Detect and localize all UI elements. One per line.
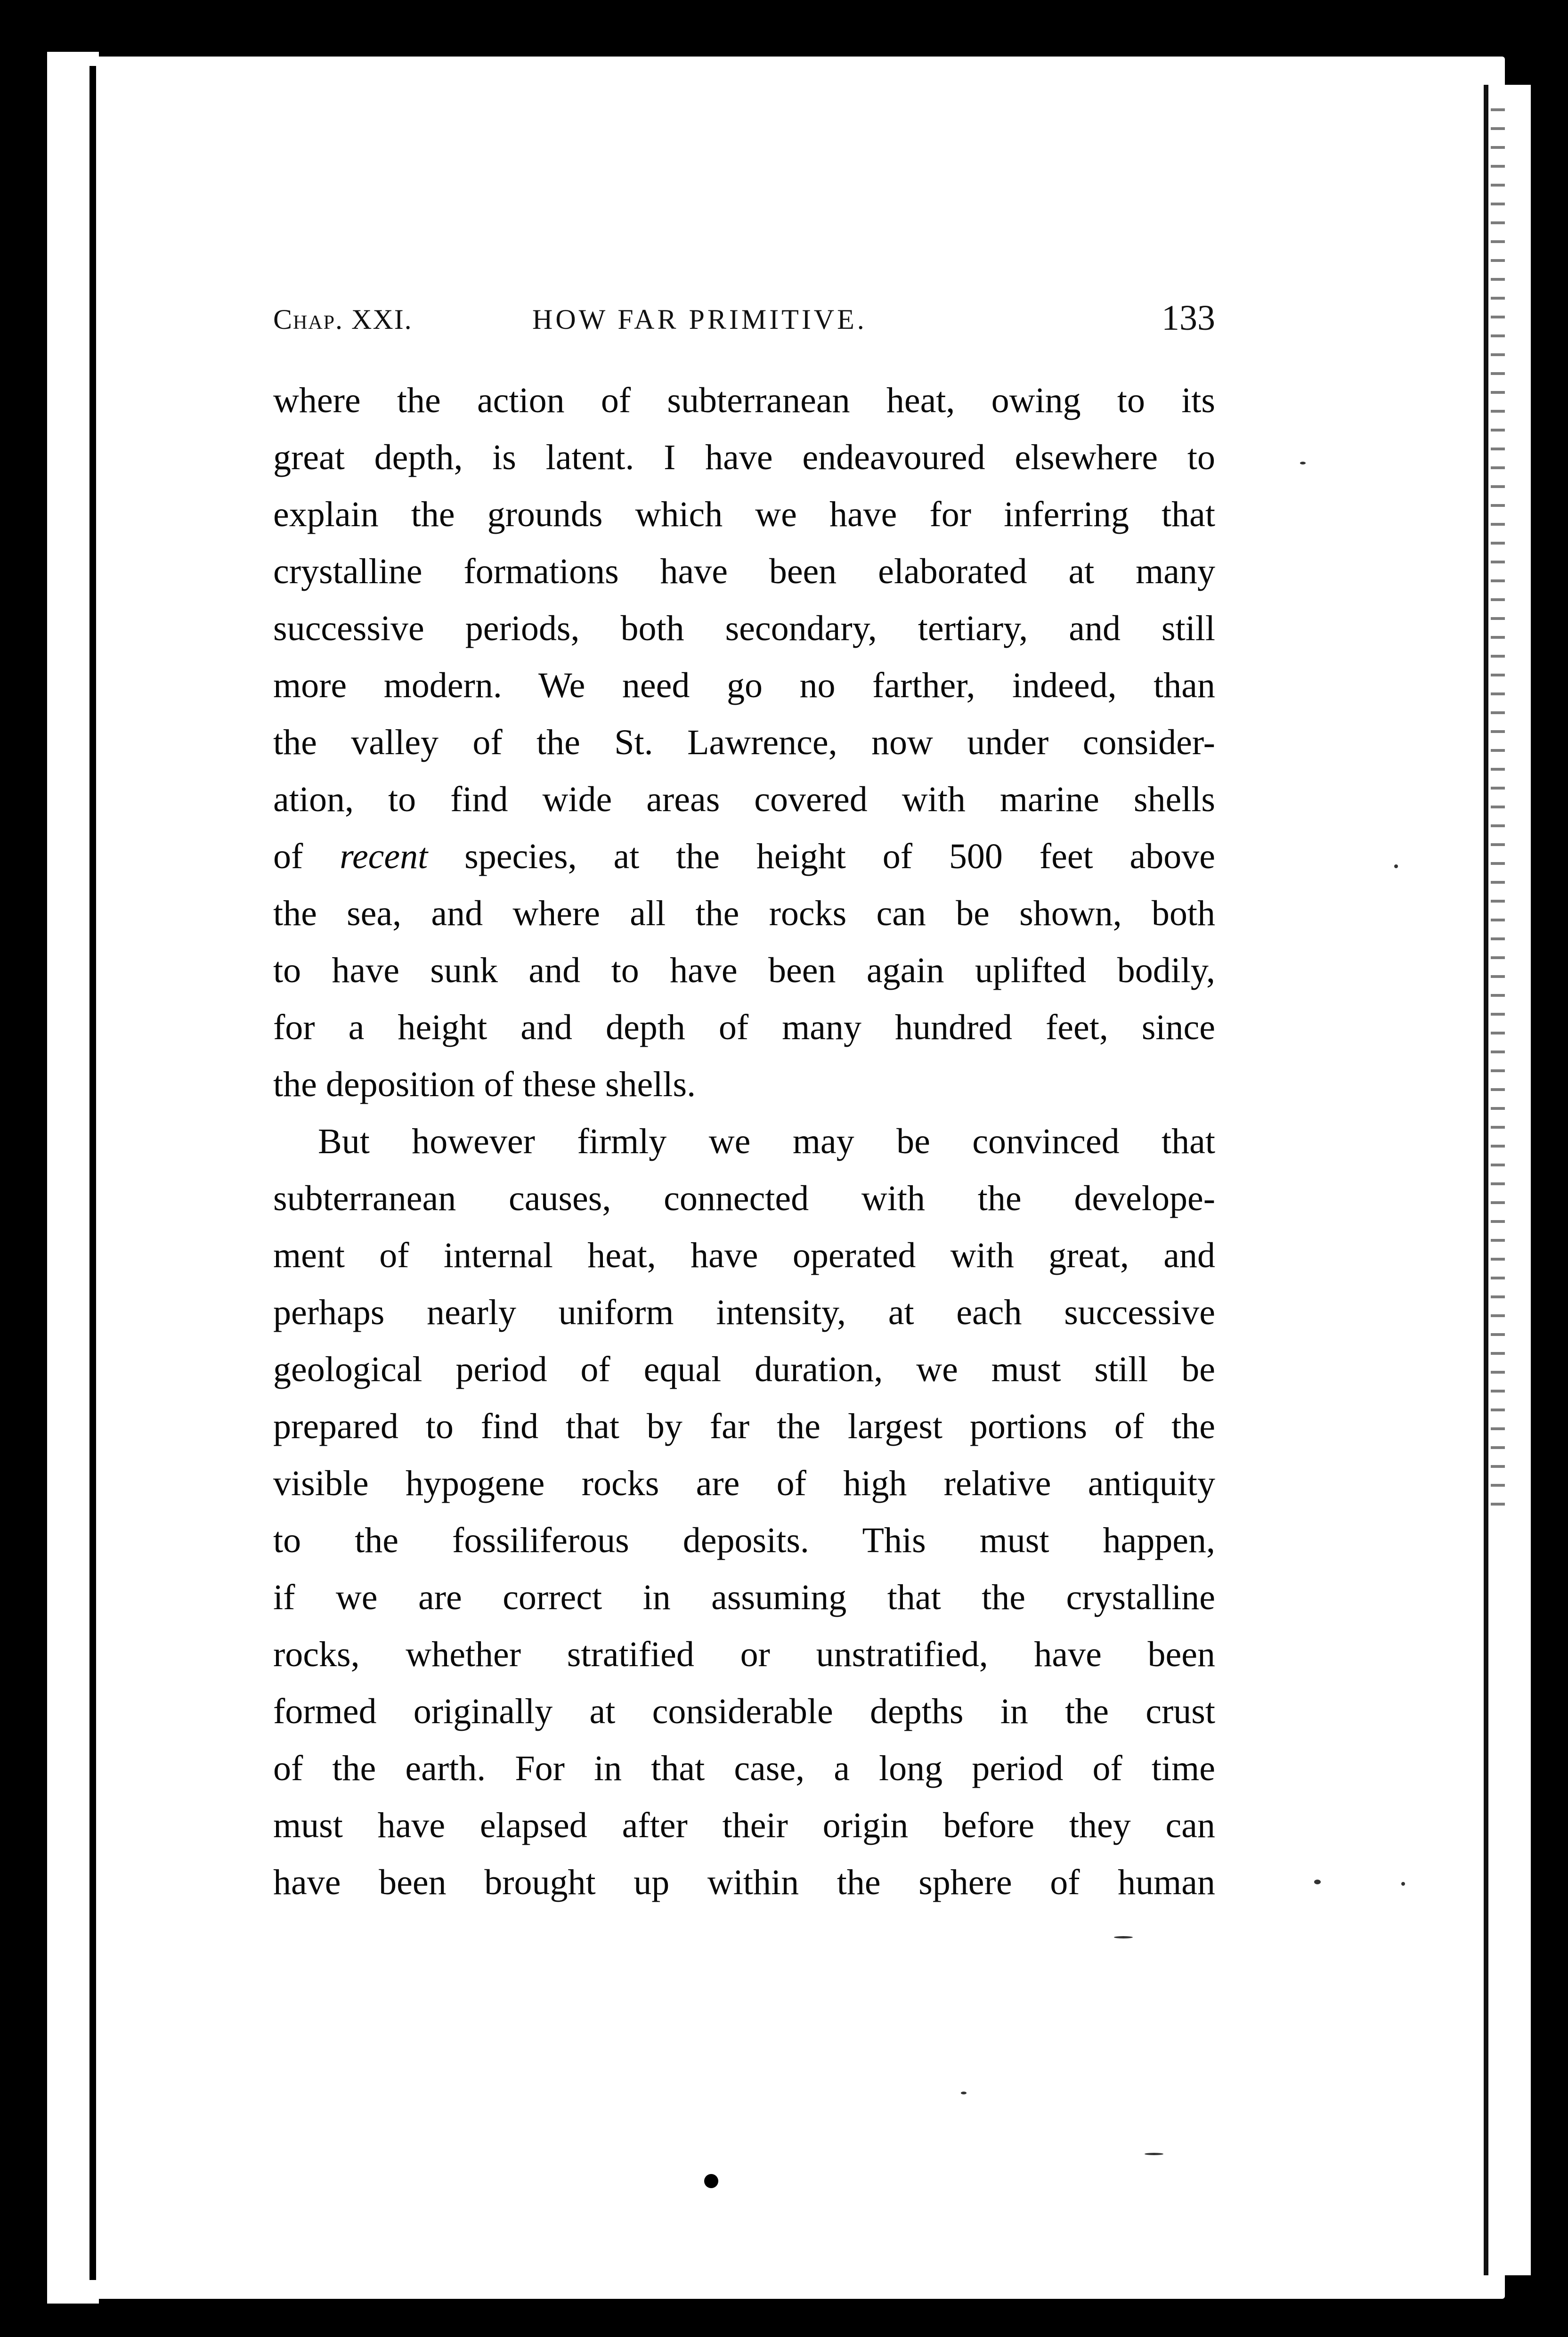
ink-speck xyxy=(1314,1880,1321,1884)
ink-dot xyxy=(704,2174,718,2188)
text-line: have been brought up within the sphere of human xyxy=(273,1863,1215,1902)
text-line: for a height and depth of many hundred feet, since xyxy=(273,1008,1215,1047)
running-title: HOW FAR PRIMITIVE. xyxy=(532,304,867,335)
text-line: rocks, whether stratified or unstratified, have been xyxy=(273,1635,1215,1674)
text-line: the sea, and where all the rocks can be shown, both xyxy=(273,894,1215,933)
paragraph-end-line: the deposition of these shells. xyxy=(273,1065,696,1104)
page-number: 133 xyxy=(1162,298,1215,338)
text-line: where the action of subterranean heat, owing to its xyxy=(273,381,1215,420)
text-line: formed originally at considerable depths in the crust xyxy=(273,1692,1215,1731)
text-line: subterranean causes, connected with the develope- xyxy=(273,1179,1215,1218)
ink-speck xyxy=(1300,462,1306,464)
running-header xyxy=(273,298,1215,345)
text-line: explain the grounds which we have for inferring that xyxy=(273,495,1215,534)
text-line: more modern. We need go no farther, indeed, than xyxy=(273,666,1215,705)
text-line: perhaps nearly uniform intensity, at each successive xyxy=(273,1293,1215,1332)
text-line: crystalline formations have been elaborated at many xyxy=(273,552,1215,591)
page-edge-texture xyxy=(1491,108,1505,1522)
chapter-label: Chap. XXI. xyxy=(273,304,413,335)
ink-speck xyxy=(1394,864,1398,868)
text-line: prepared to find that by far the largest portions of the xyxy=(273,1407,1215,1446)
ink-speck xyxy=(961,2092,967,2094)
ink-speck xyxy=(1145,2153,1163,2155)
body-text xyxy=(273,372,1215,1911)
ink-speck xyxy=(1114,1936,1133,1938)
text-line: geological period of equal duration, we must still be xyxy=(273,1350,1215,1389)
text-line: of the earth. For in that case, a long period of time xyxy=(273,1749,1215,1788)
text-line: ation, to find wide areas covered with marine shells xyxy=(273,780,1215,819)
text-line: to the fossiliferous deposits. This must happen, xyxy=(273,1521,1215,1560)
text-line: if we are correct in assuming that the crystalline xyxy=(273,1578,1215,1617)
text-line: must have elapsed after their origin before they can xyxy=(273,1806,1215,1845)
text-line: of recent species, at the height of 500 feet above xyxy=(273,837,1215,876)
text-line: to have sunk and to have been again uplifted bodily, xyxy=(273,951,1215,990)
paragraph-start-line: But however firmly we may be convinced that xyxy=(318,1122,1215,1161)
binding-shadow xyxy=(89,66,96,2280)
text-line: visible hypogene rocks are of high relative antiquity xyxy=(273,1464,1215,1503)
text-line: great depth, is latent. I have endeavoured elsewhere to xyxy=(273,438,1215,477)
text-line: successive periods, both secondary, tertiary, and still xyxy=(273,609,1215,648)
text-line: ment of internal heat, have operated with great, and xyxy=(273,1236,1215,1275)
text-line: the valley of the St. Lawrence, now under consider- xyxy=(273,723,1215,762)
ink-speck xyxy=(1401,1882,1405,1886)
